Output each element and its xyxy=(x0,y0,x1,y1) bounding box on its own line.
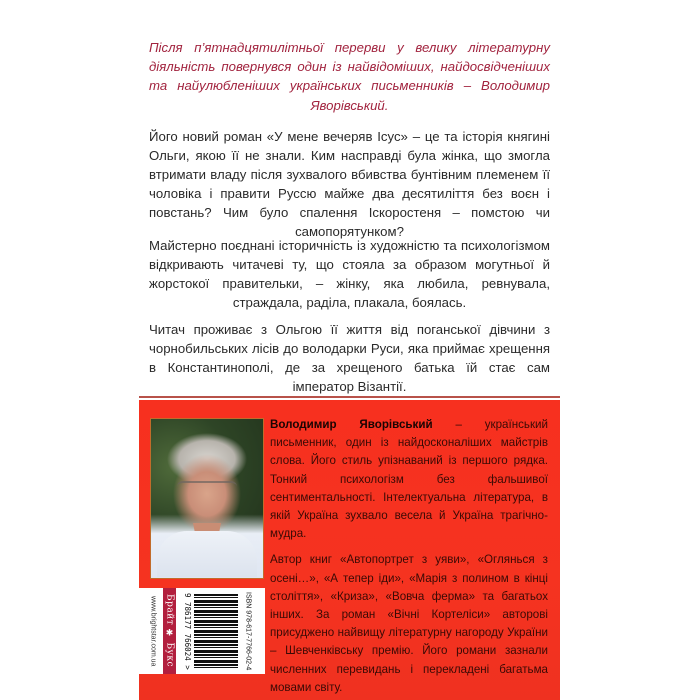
barcode-digits xyxy=(182,588,193,674)
isbn-text: ISBN 978-617-7766-02-4 xyxy=(244,591,252,671)
author-name: Володимир Яворівський xyxy=(270,418,433,431)
divider-line xyxy=(139,396,560,398)
description-paragraph-2: Майстерно поєднані історичність із художністю та психологізмом відкривають читачеві ту, що стояла за образом могутньої й жорстокої правительки, – жінку, яка любила, ревнувала, страждала, раділа, плакала, боялась. xyxy=(149,238,550,310)
photo-detail xyxy=(177,481,237,497)
bio-paragraph-2: Автор книг «Автопортрет з уяви», «Оглянься з осені…», «А тепер іди», «Марія з полином в кінці століття», «Криза», «Вовча ферма» та багатьох інших. За роман «Вічні Кортеліси» авторові присуджено найвищу літературну нагороду України – Шевченківську премію. Його романи зазнали численних перевидань і перекладені багатьма мовами світу. xyxy=(270,553,548,694)
publisher-url xyxy=(147,588,159,674)
barcode-digits-text: 9 786177 766024 > xyxy=(183,592,192,670)
isbn-label xyxy=(242,588,254,674)
barcode-panel xyxy=(139,588,265,674)
author-bio xyxy=(270,416,548,697)
author-photo xyxy=(150,418,264,579)
bio-paragraph-1 xyxy=(270,416,548,543)
bio-lead: – український письменник, один із найдосконаліших майстрів слова. Його стиль упізнаваний із першого рядка. Тонкий психологізм без фальшивої сентиментальності. Інтелектуальна література, в якій Україна зухвало весела й Україна трагічно-мудра. xyxy=(270,418,548,541)
intro-paragraph: Після п’ятнадцятилітньої перерви у велику літературну діяльність повернувся один із найвідоміших, найдосвідченіших та найулюбленіших українських письменників – Володимир Яворівський. xyxy=(149,40,550,113)
barcode-icon xyxy=(194,594,238,668)
publisher-url-text: www.brightstar.com.ua xyxy=(149,595,157,667)
author-panel xyxy=(139,400,560,700)
publisher-name: Брайт ✱ Букс xyxy=(164,594,175,668)
description-paragraph-1: Його новий роман «У мене вечеряв Ісус» – це та історія княгині Ольги, якою її не знали. Ким насправді була жінка, що змогла втримати владу після зухвалого вбивства бунтівним племенем її чоловіка і правити Руссю майже два десятиліття без воєн і повстань? Чим було спалення Іскоростеня – помстою чи самопорятунком? xyxy=(149,129,550,239)
book-back-cover xyxy=(139,0,560,700)
photo-detail xyxy=(157,531,257,577)
description-paragraph-3: Читач проживає з Ольгою її життя від поганської дівчини з чорнобильських лісів до володарки Руси, яка приймає хрещення в Константинополі, де за хрещеного батька їй стає сам імператор Візантії. xyxy=(149,322,550,394)
publisher-logo xyxy=(163,588,176,674)
